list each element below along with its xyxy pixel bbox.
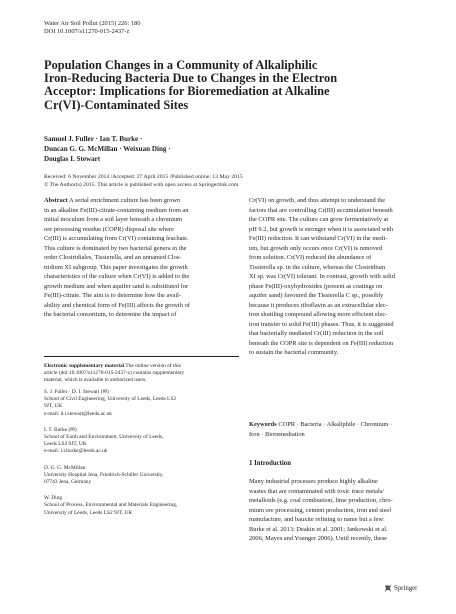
abstract-line: factors that are controlling Cr(III) accumulation beneath: [249, 206, 393, 214]
journal-header: [44, 20, 140, 37]
abstract-line: characteristics of the culture when Cr(VI) is added to the: [44, 273, 190, 280]
journal-citation: Water Air Soil Pollut (2015) 226: 180: [44, 20, 141, 27]
affiliation-email[interactable]: e-mail: i.t.burke@leeds.ac.uk: [44, 448, 108, 455]
abstract-line: Cr(VI) on growth, and thus attempt to understand the: [249, 197, 386, 204]
affiliations: [44, 380, 177, 517]
abstract-line: ore processing residue (COPR) disposal site where: [44, 225, 174, 233]
abstract-line: Tissierella sp. in the culture, whereas the Clostridium: [249, 263, 386, 271]
intro-line: mium ore processing, cement production, iron and steel: [249, 506, 392, 514]
affiliation-line: 9JT, UK: [44, 403, 63, 410]
affiliation-authors: I. T. Burke (✉): [44, 426, 77, 433]
springer-horse-icon: [384, 584, 392, 593]
esm-line[interactable]: article (doi:10.1007/s11270-015-2437-z) contains supplementary: [44, 370, 185, 377]
abstract-line: XI sp. was Cr(VI) tolerant. In contrast, growth with solid: [249, 273, 395, 280]
abstract-label: Abstract: [44, 197, 68, 204]
abstract-line: initial inoculum from a soil layer beneath a chromium: [44, 216, 183, 223]
esm-label: Electronic supplementary material: [44, 363, 125, 369]
abstract-line: in an alkaline Fe(III)-citrate-containing medium from an: [44, 206, 189, 214]
abstract-line: um, but growth only occurs once Cr(VI) is removed: [249, 244, 382, 252]
abstract-line: Abstract A serial enrichment culture has been grown: [44, 197, 181, 204]
intro-line: Many industrial processes produce highly alkaline: [249, 478, 378, 485]
affiliation-line: School of Earth and Environment, University of Leeds,: [44, 434, 164, 441]
publisher-name: Springer: [394, 585, 418, 592]
title-line: Acceptor: Implications for Bioremediation at Alkaline: [44, 84, 330, 99]
abstract-line: phase Fe(III)-oxyhydroxides (present as coatings on: [249, 282, 383, 290]
abstract-line: Fe(III)-citrate. The aim is to determine how the avail-: [44, 292, 182, 299]
introduction-heading: 1 Introduction: [249, 460, 291, 467]
intro-line: 2006; Mayes and Younger 2006). Until recently, these: [249, 535, 388, 542]
affiliation-line: School of Civil Engineering, University of Leeds, Leeds LS2: [44, 396, 177, 403]
affiliation-authors: W. Ding: [44, 495, 63, 502]
paper-title: [44, 59, 384, 112]
affiliation-line: University of Leeds, Leeds LS2 9JT, UK: [44, 509, 133, 516]
title-line: Population Changes in a Community of Alkaliphilic: [44, 58, 318, 72]
keywords-label: Keywords: [249, 421, 277, 428]
abstract-line: the COPR site. The culture can grow fermentatively at: [249, 216, 389, 223]
supplementary-note: Electronic supplementary material The online version of this article (doi:10.1007/s11270-015-2437-z) contains supplementary material, which is available to authorized users.: [44, 363, 185, 384]
abstract-line: This culture is dominated by two bacterial genera in the: [44, 244, 187, 252]
abstract-line: Fe(III) reduction. It can withstand Cr(VI) in the medi-: [249, 235, 388, 242]
abstract-left: [44, 196, 240, 320]
author-line: Duncan G. G. McMillan · Weixuan Ding ·: [44, 145, 171, 154]
title-line: Iron-Reducing Bacteria Due to Changes in the Electron: [44, 71, 338, 86]
affiliation-authors: S. J. Fuller · D. I. Stewart (✉): [44, 389, 109, 395]
keywords: Keywords COPR · Bacteria · Alkaliphile · Chromium · Iron · Bioremediation: [249, 421, 393, 438]
abstract-line: ability and chemical form of Fe(III) affects the growth of: [44, 301, 190, 309]
intro-line: manufacture, and bauxite refining to name but a few:: [249, 516, 385, 523]
abstract-line: tron transfer to solid Fe(III) phases. Thus, it is suggested: [249, 320, 394, 328]
author-line: Douglas I. Stewart: [44, 155, 101, 164]
publication-dates: [44, 173, 243, 190]
affiliation-line: Leeds LS2 9JT, UK: [44, 441, 87, 448]
abstract-line: aquifer sand) favoured the Tissierella C sp., possibly: [249, 292, 384, 299]
abstract-line: Cr(III) is accumulating from Cr(VI) containing leachate.: [44, 235, 189, 242]
affiliation-line: University Hospital Jena, Friedrich-Schiller University,: [44, 471, 164, 478]
intro-line: wastes that are contaminated with toxic trace metals/: [249, 487, 385, 495]
abstract-line: order Clostridiales, Tissierella, and an unnamed Clos-: [44, 254, 182, 261]
footnote-divider: [44, 356, 239, 357]
received-dates: Received: 6 November 2014 /Accepted: 27 April 2015 /Published online: 13 May 2015: [44, 174, 243, 180]
affiliation-line: School of Process, Environmental and Materials Engineering,: [44, 502, 178, 509]
abstract-line: to sustain the bacterial community.: [249, 349, 339, 356]
abstract-line: pH 9.2, but growth is stronger when it is associated with: [249, 225, 394, 233]
intro-line: Burke et al. 2013; Deakin et al. 2001; Jankowski et al.: [249, 525, 388, 533]
keywords-line: Iron · Bioremediation: [249, 430, 305, 438]
affiliation-email[interactable]: e-mail: d.i.stewart@leeds.ac.uk: [44, 410, 112, 417]
abstract-line: growth medium and when aquifer sand is substituted for: [44, 282, 189, 290]
title-line: Cr(VI)-Contaminated Sites: [44, 97, 189, 112]
license-note: © The Author(s) 2015. This article is published with open access at Springerlink.com: [44, 182, 239, 189]
author-line: Samuel J. Fuller · Ian T. Burke ·: [44, 135, 143, 143]
doi: DOI 10.1007/s11270-015-2437-z: [44, 28, 130, 36]
publisher-logo: [384, 584, 417, 593]
author-list: [44, 134, 171, 165]
abstract-line: the bacterial consortium, to determine the impact of: [44, 311, 177, 318]
abstract-line: that bacterially mediated Cr(III) reduction in the soil: [249, 330, 384, 337]
affiliation-line: 07743 Jena, Germany: [44, 479, 92, 486]
abstract-line: beneath the COPR site is dependent on Fe(III) reduction: [249, 339, 394, 347]
abstract-line: from solution. Cr(VI) reduced the abundance of: [249, 254, 372, 261]
abstract-right: [249, 196, 420, 358]
abstract-line: tron shuttling compound allowing more efficient elec-: [249, 311, 388, 318]
abstract-line: because it produces riboflavin as an extracellular elec-: [249, 301, 388, 309]
intro-line: metalloids (e.g. coal combustion, lime production, chro-: [249, 497, 393, 504]
introduction-body: [249, 477, 393, 544]
abstract-line: tridium XI subgroup. This paper investigates the growth: [44, 263, 188, 271]
esm-line: material, which is available to authorized users.: [44, 377, 147, 384]
affiliation-authors: D. G. G. McMillan: [44, 464, 86, 471]
